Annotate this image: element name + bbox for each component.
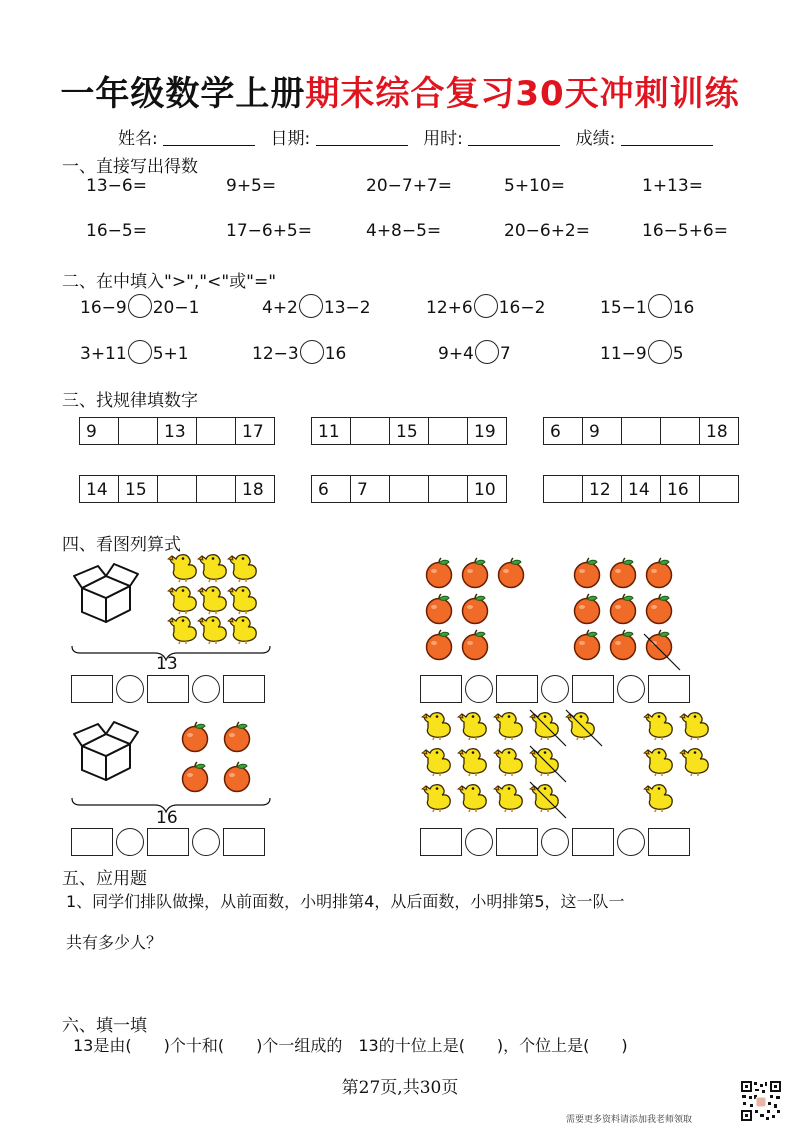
answer-box[interactable] [572,828,614,856]
seq-cell[interactable] [389,475,429,503]
seq-cell[interactable]: 9 [582,417,622,445]
seq-cell[interactable] [196,417,236,445]
seq-cell[interactable]: 19 [467,417,507,445]
seq-cell[interactable] [428,417,468,445]
compare-circle[interactable] [300,340,324,364]
time-field[interactable] [468,129,560,146]
chick-icon [422,713,708,812]
compare-circle[interactable] [128,294,152,318]
compare-circle[interactable] [474,294,498,318]
problem: 13−6= [86,176,147,196]
compare-item: 12+6 16−2 [426,294,545,318]
seq-cell[interactable] [118,417,158,445]
qr-note: 需要更多资料请添加我老师领取 [566,1115,693,1125]
operator-circle[interactable] [541,828,569,856]
title-black: 一年级数学上册 [60,74,306,114]
compare-circle[interactable] [299,294,323,318]
sequence-row [544,417,739,445]
word-problem-line2: 共有多少人？ [66,933,163,952]
sequence-row [312,417,507,445]
problem: 4+8−5= [366,221,442,241]
word-problem-line1: 1、同学们排队做操，从前面数，小明排第4，从后面数，小明排第5，这一队一 [66,892,625,911]
answer-box[interactable] [648,828,690,856]
section-2-title: 二、在中填入">","<"或"=" [62,272,277,292]
page-title [0,66,800,115]
answer-box[interactable] [648,675,690,703]
operator-circle[interactable] [465,675,493,703]
seq-cell[interactable]: 6 [311,475,351,503]
seq-cell[interactable]: 7 [350,475,390,503]
answer-box[interactable] [223,675,265,703]
problem: 20−7+7= [366,176,452,196]
seq-cell[interactable]: 15 [389,417,429,445]
compare-circle[interactable] [648,294,672,318]
section-4-title: 四、看图列算式 [62,535,181,555]
operator-circle[interactable] [116,828,144,856]
seq-cell[interactable]: 18 [699,417,739,445]
sequence-row [544,475,739,503]
page-number: 第27页,共30页 [341,1078,459,1098]
equation-row [420,675,690,703]
fill-question: 13是由( )个十和( )个一组成的 13的十位上是( )，个位上是( ) [73,1036,628,1055]
section-3-title: 三、找规律填数字 [62,391,198,411]
seq-cell[interactable] [428,475,468,503]
compare-item: 12−3 16 [252,340,346,364]
answer-box[interactable] [147,828,189,856]
qr-code-icon [740,1080,782,1122]
problem: 5+10= [504,176,565,196]
problem: 17−6+5= [226,221,312,241]
seq-cell[interactable]: 13 [157,417,197,445]
answer-box[interactable] [496,828,538,856]
problem: 16−5= [86,221,147,241]
answer-box[interactable] [223,828,265,856]
operator-circle[interactable] [617,675,645,703]
seq-cell[interactable]: 18 [235,475,275,503]
equation-row [71,828,265,856]
date-label: 日期: [270,129,311,149]
seq-cell[interactable]: 17 [235,417,275,445]
orange-icon [427,558,672,660]
seq-cell[interactable]: 15 [118,475,158,503]
seq-cell[interactable] [157,475,197,503]
seq-cell[interactable]: 9 [79,417,119,445]
answer-box[interactable] [572,675,614,703]
section-6-title: 六、填一填 [62,1016,147,1036]
compare-circle[interactable] [475,340,499,364]
seq-cell[interactable] [543,475,583,503]
seq-cell[interactable] [196,475,236,503]
compare-item: 9+4 7 [438,340,511,364]
date-field[interactable] [316,129,408,146]
operator-circle[interactable] [192,675,220,703]
answer-box[interactable] [420,828,462,856]
compare-item: 3+11 5+1 [80,340,189,364]
operator-circle[interactable] [116,675,144,703]
answer-box[interactable] [147,675,189,703]
info-line [118,124,723,149]
seq-cell[interactable]: 14 [79,475,119,503]
seq-cell[interactable]: 16 [660,475,700,503]
operator-circle[interactable] [192,828,220,856]
score-field[interactable] [621,129,713,146]
total-label-1: 13 [156,654,178,674]
sequence-row [80,475,275,503]
operator-circle[interactable] [541,675,569,703]
compare-item: 15−1 16 [600,294,694,318]
problem: 16−5+6= [642,221,728,241]
equation-row [71,675,265,703]
problem: 9+5= [226,176,277,196]
total-label-2: 16 [156,808,178,828]
operator-circle[interactable] [465,828,493,856]
name-label: 姓名: [118,129,158,149]
seq-cell[interactable] [699,475,739,503]
seq-cell[interactable]: 11 [311,417,351,445]
problem: 1+13= [642,176,703,196]
problem: 20−6+2= [504,221,590,241]
answer-box[interactable] [71,675,113,703]
sequence-row [312,475,507,503]
answer-box[interactable] [496,675,538,703]
title-red: 期末综合复习30天冲刺训练 [305,74,740,114]
compare-item: 11−9 5 [600,340,684,364]
compare-item: 4+2 13−2 [262,294,371,318]
seq-cell[interactable] [660,417,700,445]
seq-cell[interactable] [350,417,390,445]
compare-circle[interactable] [128,340,152,364]
seq-cell[interactable]: 14 [621,475,661,503]
orange-icon [183,722,250,792]
seq-cell[interactable] [621,417,661,445]
compare-item: 16−9 20−1 [80,294,199,318]
compare-circle[interactable] [648,340,672,364]
score-label: 成绩: [575,129,616,149]
equation-row [420,828,690,856]
sequence-row [80,417,275,445]
section-5-title: 五、应用题 [62,869,147,889]
answer-box[interactable] [420,675,462,703]
seq-cell[interactable]: 10 [467,475,507,503]
section-1-title: 一、直接写出得数 [62,157,198,177]
answer-box[interactable] [71,828,113,856]
seq-cell[interactable]: 12 [582,475,622,503]
operator-circle[interactable] [617,828,645,856]
seq-cell[interactable]: 6 [543,417,583,445]
chick-icon [168,555,256,644]
time-label: 用时: [423,129,463,149]
name-field[interactable] [163,129,255,146]
